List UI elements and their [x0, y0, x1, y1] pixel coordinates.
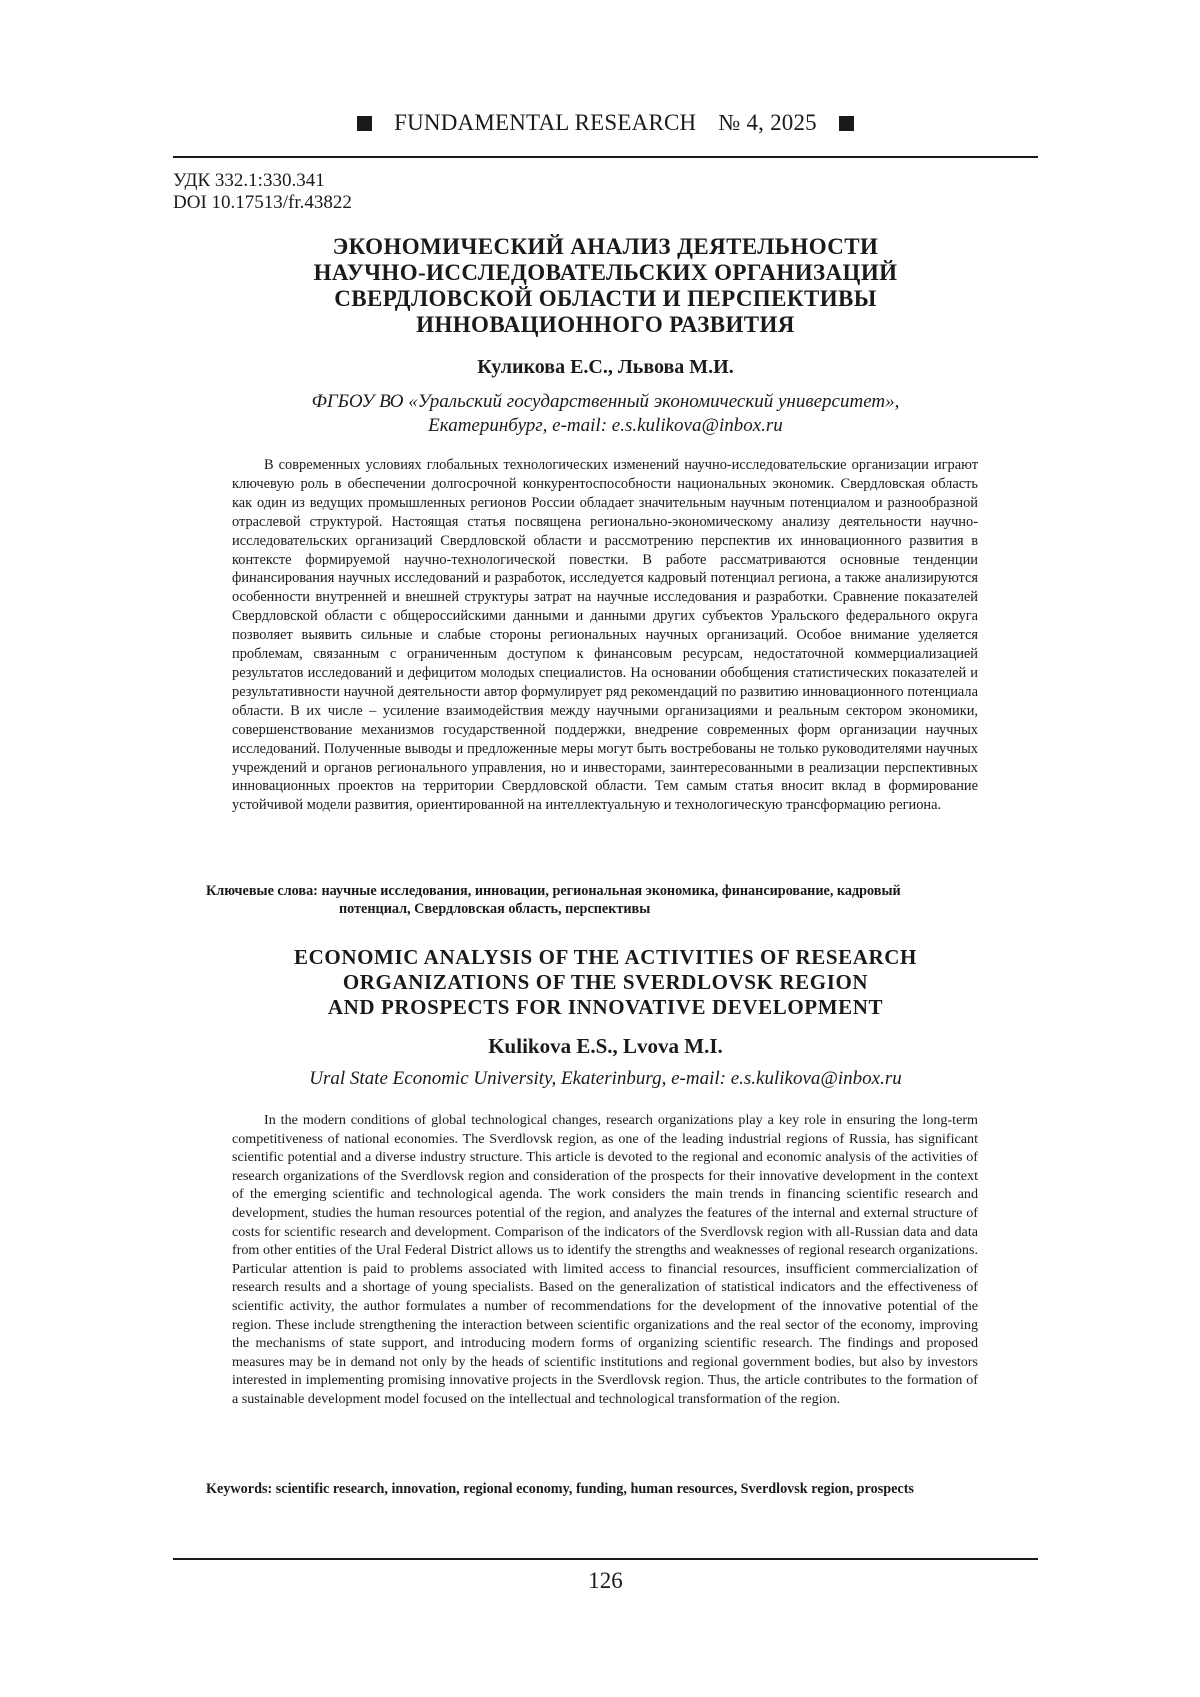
ru-affiliation-line: ФГБОУ ВО «Уральский государственный экономический университет», [173, 390, 1038, 414]
en-title-line: AND PROSPECTS FOR INNOVATIVE DEVELOPMENT [173, 995, 1038, 1020]
udc-code: УДК 332.1:330.341 [173, 170, 352, 192]
doi: DOI 10.17513/fr.43822 [173, 192, 352, 214]
en-title [173, 945, 1038, 1020]
ru-title-line: ЭКОНОМИЧЕСКИЙ АНАЛИЗ ДЕЯТЕЛЬНОСТИ [173, 234, 1038, 260]
journal-running-header [173, 110, 1038, 136]
en-title-line: ORGANIZATIONS OF THE SVERDLOVSK REGION [173, 970, 1038, 995]
ru-title-line: ИННОВАЦИОННОГО РАЗВИТИЯ [173, 312, 1038, 338]
journal-name: FUNDAMENTAL RESEARCH [394, 110, 696, 136]
paper-page [0, 0, 1200, 1697]
square-bullet-icon [839, 116, 854, 131]
en-keywords: Keywords: scientific research, innovation, regional economy, funding, human resources, Sverdlovsk region, prospects [206, 1480, 1026, 1498]
ru-title-line: НАУЧНО-ИССЛЕДОВАТЕЛЬСКИХ ОРГАНИЗАЦИЙ [173, 260, 1038, 286]
article-identifiers [173, 170, 352, 214]
ru-keywords-line: потенциал, Свердловская область, перспективы [206, 900, 1006, 918]
footer-rule [173, 1558, 1038, 1560]
ru-authors: Куликова Е.С., Львова М.И. [173, 356, 1038, 379]
ru-abstract: В современных условиях глобальных технологических изменений научно-исследовательские организации играют ключевую роль в обеспечении долгосрочной конкурентоспособности национальных экономик. Свердловская область как один из ведущих промышленных регионов России обладает значительным научным потенциалом и разнообразной отраслевой структурой. Настоящая статья посвящена регионально-экономическому анализу деятельности научно-исследовательских организаций Свердловской области и рассмотрению перспектив их инновационного развития в контексте формируемой научно-технологической повестки. В работе рассматриваются основные тенденции финансирования научных исследований и разработок, исследуется кадровый потенциал региона, а также анализируются особенности внутренней и внешней структуры затрат на научные исследования и разработки. Сравнение показателей Свердловской области с общероссийскими данными и данными других субъектов Уральского федерального округа позволяет выявить сильные и слабые стороны региональных научных организаций. Особое внимание уделяется проблемам, связанным с ограниченным доступом к финансовым ресурсам, недостаточной коммерциализацией результатов исследований и дефицитом молодых специалистов. На основании обобщения статистических показателей и результативности научной деятельности автор формулирует ряд рекомендаций по развитию инновационного потенциала области. В их числе – усиление взаимодействия между научными организациями и реальным сектором экономики, совершенствование механизмов государственной поддержки, внедрение современных форм организации научных исследований. Полученные выводы и предложенные меры могут быть востребованы не только руководителями научных учреждений и органов регионального управления, но и инвесторами, заинтересованными в реализации перспективных инновационных проектов на территории Свердловской области. Тем самым статья вносит вклад в формирование устойчивой модели развития, ориентированной на интеллектуальную и технологическую трансформацию региона. [232, 456, 978, 815]
journal-issue: № 4, 2025 [718, 110, 817, 136]
ru-title [173, 234, 1038, 338]
ru-affiliation [173, 390, 1038, 438]
en-authors: Kulikova E.S., Lvova M.I. [173, 1034, 1038, 1059]
square-bullet-icon [357, 116, 372, 131]
page-number: 126 [173, 1568, 1038, 1594]
ru-affiliation-line: Екатеринбург, e-mail: e.s.kulikova@inbox.ru [173, 414, 1038, 438]
en-abstract: In the modern conditions of global technological changes, research organizations play a key role in ensuring the long-term competitiveness of national economies. The Sverdlovsk region, as one of the leading industrial regions of Russia, has significant scientific potential and a diverse industry structure. This article is devoted to the regional and economic analysis of the activities of research organizations of the Sverdlovsk region and consideration of the prospects for their innovative development in the context of the emerging scientific and technological agenda. The work considers the main trends in financing scientific research and development, studies the human resources potential of the region, and analyzes the features of the internal and external structure of costs for scientific research and development. Comparison of the indicators of the Sverdlovsk region with all-Russian data and data from other entities of the Ural Federal District allows us to identify the strengths and weaknesses of regional research organizations. Particular attention is paid to problems associated with limited access to financial resources, insufficient commercialization of research results and a shortage of young specialists. Based on the generalization of statistical indicators and the effectiveness of scientific activity, the author formulates a number of recommendations for the development of the innovative potential of the region. These include strengthening the interaction between scientific organizations and the real sector of the economy, improving the mechanisms of state support, and introducing modern forms of organizing scientific research. The findings and proposed measures may be in demand not only by the heads of scientific institutions and regional government bodies, but also by investors interested in implementing promising innovative projects in the Sverdlovsk region. Thus, the article contributes to the formation of a sustainable development model focused on the intellectual and technological transformation of the region. [232, 1111, 978, 1409]
ru-title-line: СВЕРДЛОВСКОЙ ОБЛАСТИ И ПЕРСПЕКТИВЫ [173, 286, 1038, 312]
ru-keywords-line: Ключевые слова: научные исследования, инновации, региональная экономика, финансирование, кадровый [206, 883, 901, 899]
ru-keywords [206, 882, 1006, 918]
en-title-line: ECONOMIC ANALYSIS OF THE ACTIVITIES OF RESEARCH [173, 945, 1038, 970]
header-rule [173, 156, 1038, 158]
en-affiliation: Ural State Economic University, Ekaterinburg, e-mail: e.s.kulikova@inbox.ru [173, 1068, 1038, 1090]
